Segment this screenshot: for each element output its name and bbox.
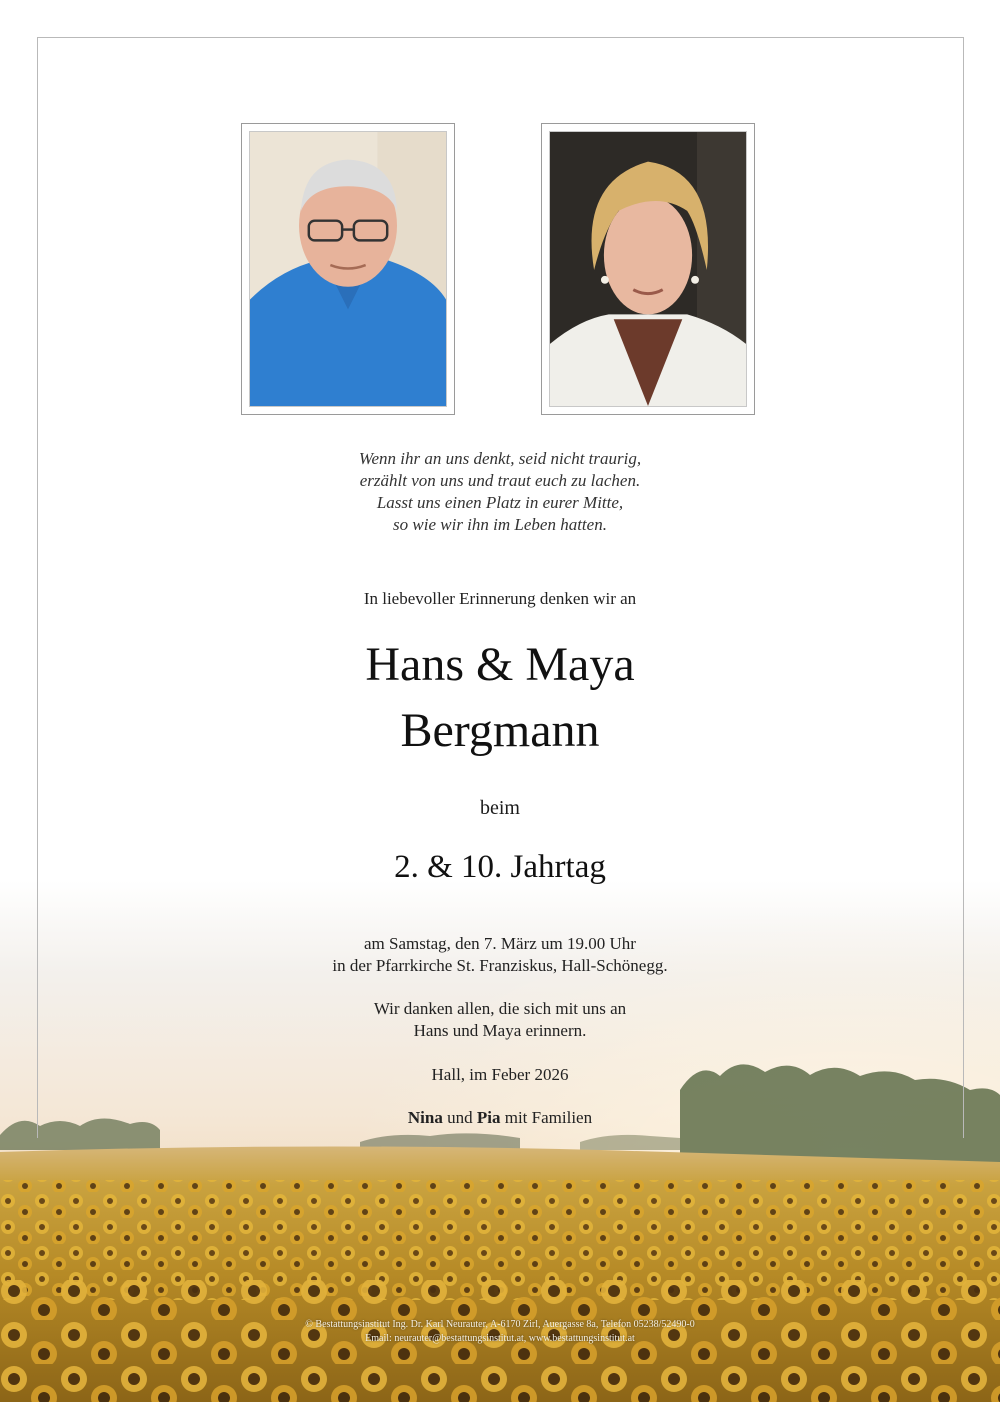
beim-text: beim — [480, 797, 520, 819]
memorial-poem — [0, 448, 1000, 536]
signature — [0, 1108, 1000, 1128]
intro-text: In liebevoller Erinnerung denken wir an — [363, 589, 637, 608]
service-date-line: am Samstag, den 7. März um 19.00 Uhr — [364, 934, 636, 953]
thanks-text — [0, 998, 1000, 1042]
signature-suffix: mit Familien — [504, 1108, 593, 1127]
funeral-home-footer — [0, 1318, 1000, 1346]
poem-line: Wenn ihr an uns denkt, seid nicht traurig, — [358, 449, 642, 468]
names-line-2: Bergmann — [400, 704, 600, 757]
deceased-names — [0, 632, 1000, 764]
footer-line-1: © Bestattungsinstitut Ing. Dr. Karl Neurauter, A-6170 Zirl, Auergasse 8a, Telefon 05238/52490-0 — [305, 1319, 695, 1330]
portrait-image — [550, 132, 746, 406]
portrait-photo-hans — [241, 123, 455, 415]
service-location-line: in der Pfarrkirche St. Franziskus, Hall-Schönegg. — [332, 956, 668, 975]
poem-line: so wie wir ihn im Leben hatten. — [393, 515, 607, 534]
anniversary-title: 2. & 10. Jahrtag — [394, 849, 606, 885]
signature-name-2: Pia — [476, 1108, 501, 1127]
service-details — [0, 933, 1000, 977]
signature-name-1: Nina — [407, 1108, 443, 1127]
footer-line-2: Email: neurauter@bestattungsinstitut.at, www.bestattungsinstitut.at — [365, 1333, 635, 1344]
poem-line: erzählt von uns und traut euch zu lachen. — [359, 471, 641, 490]
place-date: Hall, im Feber 2026 — [431, 1065, 569, 1084]
portrait-photo-maya — [541, 123, 755, 415]
thanks-line-1: Wir danken allen, die sich mit uns an — [373, 999, 627, 1018]
thanks-line-2: Hans und Maya erinnern. — [413, 1021, 587, 1040]
portrait-image — [250, 132, 446, 406]
names-line-1: Hans & Maya — [365, 638, 635, 691]
poem-line: Lasst uns einen Platz in eurer Mitte, — [376, 493, 624, 512]
signature-und: und — [447, 1108, 473, 1127]
